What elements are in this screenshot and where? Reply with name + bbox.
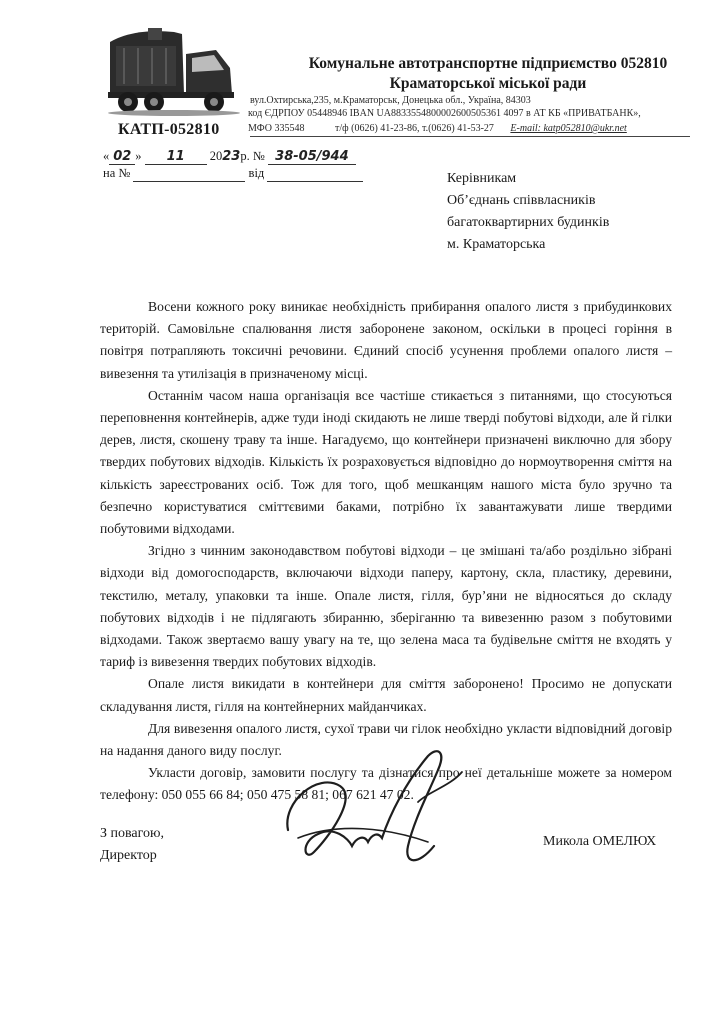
addressee-line: Об’єднань співвласників — [447, 193, 596, 208]
outgoing-number: 38-05/944 — [268, 149, 356, 165]
body-paragraph: Для вивезення опалого листя, сухої трави чи гілок необхідно укласти відповідний договір на надання даного виду послуг. — [100, 720, 672, 759]
org-phones: т/ф (0626) 41-23-86, т.(0626) 41-53-27 — [335, 123, 494, 134]
org-bank-details: код ЄДРПОУ 05448946 IBAN UA8833554800002600505361 4097 в АТ КБ «ПРИВАТБАНК», — [248, 107, 641, 119]
closing-regards: З повагою, — [100, 826, 164, 841]
closing-position: Директор — [100, 848, 157, 863]
logo-name: КАТП-052810 — [118, 121, 220, 138]
body-paragraph: Восени кожного року виникає необхідність прибирання опалого листя з прибудинкових територій. Самовільне спалювання листя заборонене законом, оскільки в процесі горіння в повітря потрапляють токсичні речовини. Єдиний спосіб усунення проблеми опалого листя – вивезення та утилізація в призначеному місці. — [100, 299, 672, 381]
closing-block — [100, 823, 164, 867]
outgoing-number-block — [103, 148, 403, 182]
addressee-line: Керівникам — [447, 171, 517, 186]
signer-name: Микола ОМЕЛЮХ — [543, 834, 657, 849]
addressee-block — [447, 168, 609, 256]
org-mfo: МФО 335548 — [248, 123, 305, 134]
body-paragraph: Опале листя викидати в контейнери для сміття заборонено! Просимо не допускати складування листя, гілля на контейнерних майданчиках. — [100, 676, 672, 714]
reply-from-label: від — [248, 166, 265, 180]
body-paragraph: Укласти договір, замовити послугу та дізнатися про неї детальніше можете за номером телефону: 050 055 66 84; 050 475 58 81; 067 621 47 02. — [100, 765, 672, 803]
addressee-line: м. Краматорська — [447, 237, 546, 252]
org-name-line1: Комунальне автотранспортне підприємство 052810 — [308, 55, 668, 72]
letter-body — [100, 296, 672, 807]
outgoing-year-end: р. — [240, 149, 250, 163]
org-name-line2: Краматорської міської ради — [389, 75, 587, 92]
body-paragraph: Останнім часом наша організація все частіше стикається з питаннями, що стосуються переповнення контейнерів, адже туди іноді скидають не лише тверді побутові відходи, але й гілки дерев, листя, скошену траву та інше. Нагадуємо, що контейнери призначені виключно для збору твердих побутових відходів. Кількість їх розраховується відповідно до нормоутворення сміття на кількість зареєстрованих осіб. Тож для того, щоб мешканцям нашого міста було зручно та безпечно користуватися сміттєвими баками, потрібно їх завантажувати лише твердими побутовими відходами. — [100, 387, 672, 537]
body-paragraph: Згідно з чинним законодавством побутові відходи – це змішані та/або роздільно зібрані відходи від домогосподарств, включаючи відходи паперу, картону, скла, пластику, деревини, текстилю, металу, упаковки та інше. Опале листя, гілля, бур’яни не відносяться до складу побутових відходів і не підлягають збиранню, зберіганню та вивезенню разом з побутовими відходами. Також звертаємо вашу увагу на те, що зелена маса та будівельне сміття не входять у тариф із вивезення твердих побутових відходів. — [100, 543, 672, 670]
outgoing-year-prefix: 20 — [209, 149, 223, 163]
handwritten-signature-icon — [278, 742, 468, 882]
reply-line — [103, 165, 403, 182]
reply-label: на № — [103, 166, 131, 180]
org-email: E-mail: katp052810@ukr.net — [510, 123, 627, 134]
organization-title — [258, 54, 718, 94]
org-address: вул.Охтирська,235, м.Краматорськ, Донецька обл., Україна, 84303 — [250, 95, 531, 106]
letterhead-divider — [250, 136, 690, 137]
outgoing-number-label: № — [252, 149, 265, 163]
outgoing-day: 02 — [109, 149, 135, 165]
organization-contacts — [248, 95, 718, 136]
garbage-truck-logo-icon — [104, 24, 246, 116]
outgoing-date-line: « 02 » 11 2023р. № 38-05/944 — [103, 148, 403, 165]
addressee-line: багатоквартирних будинків — [447, 215, 610, 230]
outgoing-year-suffix: 23 — [222, 149, 241, 164]
outgoing-month: 11 — [145, 149, 207, 165]
